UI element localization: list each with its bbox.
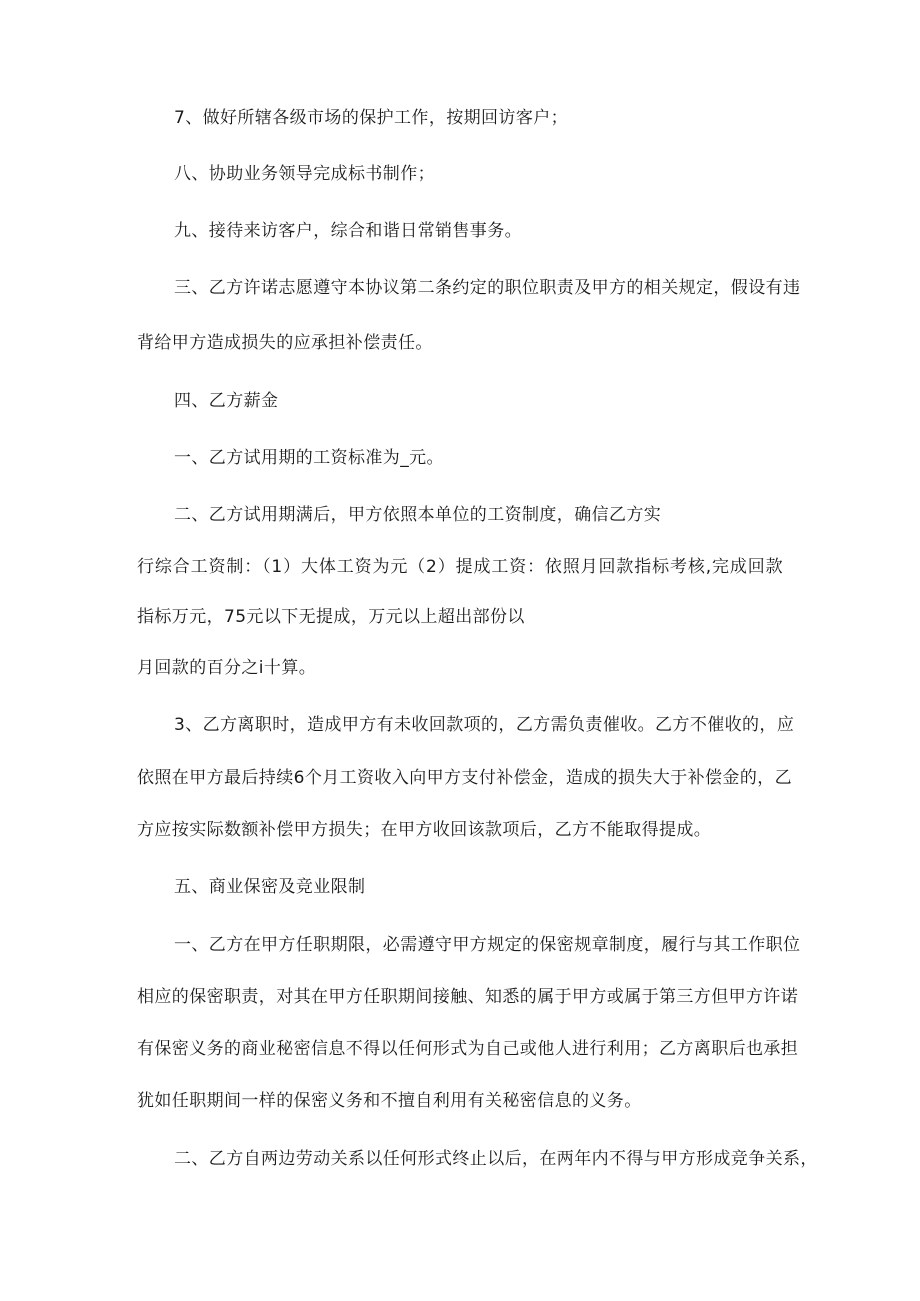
clause-3-line-1: 三、乙方许诺志愿遵守本协议第二条约定的职位职责及甲方的相关规定，假设有违 [174, 278, 801, 298]
salary-item-2-line-3: 指标万元，75元以下无提成，万元以上超出部份以 [137, 607, 525, 627]
confidentiality-item-1-line-3: 有保密义务的商业秘密信息不得以任何形式为自己或他人进行利用；乙方离职后也承担 [137, 1039, 799, 1059]
item-7-market-protection: 7、做好所辖各级市场的保护工作，按期回访客户； [174, 108, 569, 128]
salary-item-3-line-3: 方应按实际数额补偿甲方损失；在甲方收回该款项后，乙方不能取得提成。 [137, 820, 712, 840]
salary-item-3-line-2: 依照在甲方最后持续6个月工资收入向甲方支付补偿金，造成的损失大于补偿金的，乙 [137, 768, 793, 788]
salary-item-2-line-2: 行综合工资制：（1）大体工资为元（2）提成工资：依照月回款指标考核,完成回款 [137, 557, 783, 577]
item-8-tender-assist: 八、协助业务领导完成标书制作； [174, 164, 435, 184]
clause-3-line-2: 背给甲方造成损失的应承担补偿责任。 [137, 333, 433, 353]
confidentiality-item-1-line-2: 相应的保密职责，对其在甲方任职期间接触、知悉的属于甲方或属于第三方但甲方许诺 [137, 987, 799, 1007]
section-5-heading: 五、商业保密及竞业限制 [174, 877, 366, 897]
confidentiality-item-1-line-4: 犹如任职期间一样的保密义务和不擅自利用有关秘密信息的义务。 [137, 1091, 642, 1111]
section-4-heading: 四、乙方薪金 [174, 391, 279, 411]
salary-item-1: 一、乙方试用期的工资标准为_元。 [174, 448, 444, 468]
salary-item-3-line-1: 3、乙方离职时，造成甲方有未收回款项的，乙方需负责催收。乙方不催收的，应 [174, 715, 795, 735]
item-9-reception: 九、接待来访客户，综合和谐日常销售事务。 [174, 221, 522, 241]
confidentiality-item-1-line-1: 一、乙方在甲方任职期限，必需遵守甲方规定的保密规章制度，履行与其工作职位 [174, 935, 801, 955]
salary-item-2-line-1: 二、乙方试用期满后，甲方依照本单位的工资制度，确信乙方实 [174, 505, 662, 525]
confidentiality-item-2-line-1: 二、乙方自两边劳动关系以任何形式终止以后，在两年内不得与甲方形成竞争关系， [174, 1149, 818, 1169]
salary-item-2-line-4: 月回款的百分之i十算。 [137, 658, 317, 678]
